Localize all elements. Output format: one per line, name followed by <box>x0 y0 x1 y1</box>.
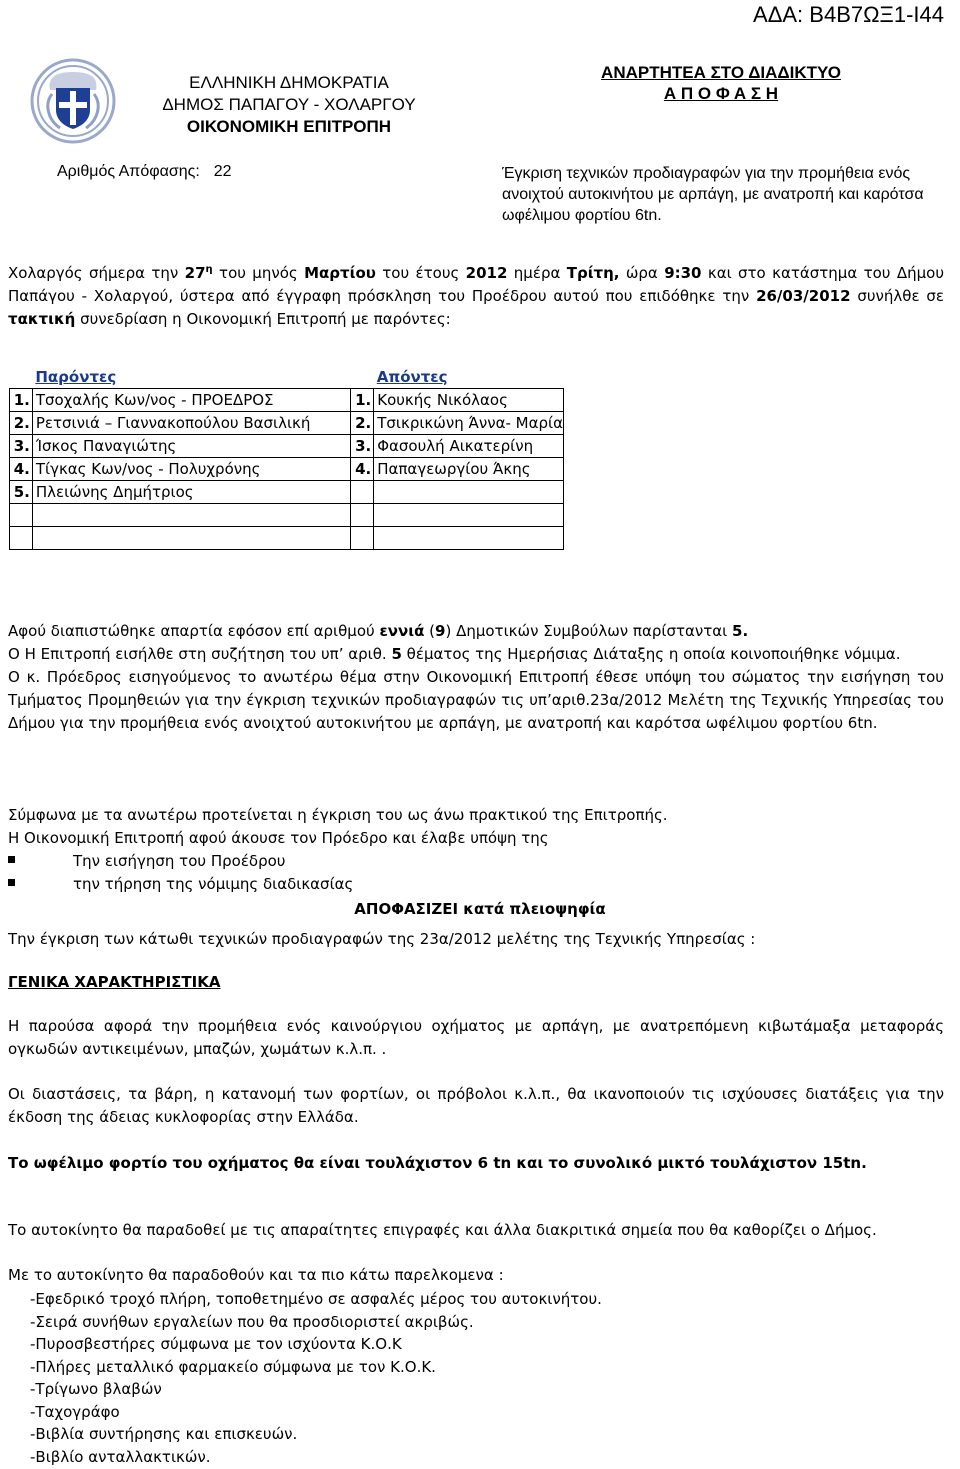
square-bullet-icon <box>8 856 15 863</box>
decision-title: Α Π Ο Φ Α Σ Η <box>663 84 779 103</box>
list-item: -Εφεδρικό τροχό πλήρη, τοποθετημένο σε ασφαλές μέρος του αυτοκινήτου. <box>30 1290 602 1308</box>
publish-notice: ΑΝΑΡΤΗΤΕΑ ΣΤΟ ΔΙΑΔΙΚΤΥΟ <box>601 63 841 82</box>
present-count: 5. <box>732 622 749 640</box>
absent-header: Απόντες <box>376 368 448 386</box>
president-paragraph: Ο κ. Πρόεδρος εισηγούμενος το ανωτέρω θέμα στην Οικονομική Επιτροπή έθεσε υπόψη του σώματος την εισήγηση του Τμήματος Προμηθειών για την έγκριση τεχνικών προδιαγραφών τις υπ’αριθ.23α/2012 Μελέτη της Τεχνικής Υπηρεσίας του Δήμου για την προμήθεια ενός ανοιχτού αυτοκινήτου με αρπάγη, με ανατροπή και καρότσα ωφέλιμου φορτίου 6tn. <box>8 668 944 732</box>
meeting-type: τακτική <box>8 310 76 328</box>
bullet-item <box>8 873 944 896</box>
paragraph-vehicle: Η παρούσα αφορά την προμήθεια ενός καινούργιου οχήματος με αρπάγη, με ανατρεπόμενη κιβωτάμαξα μεταφοράς ογκωδών αντικειμένων, μπαζών, χωμάτων κ.λ.π. . <box>8 1017 944 1058</box>
attendance-row <box>10 458 564 481</box>
list-item: -Σειρά συνήθων εργαλείων που θα προσδιοριστεί ακριβώς. <box>30 1312 474 1331</box>
empty-cell <box>351 527 374 550</box>
meeting-year: 2012 <box>465 264 508 282</box>
empty-cell <box>32 527 351 550</box>
intro-text: Χολαργός σήμερα την <box>8 264 185 282</box>
paragraph-payload: Το ωφέλιμο φορτίο του οχήματος θα είναι τουλάχιστον 6 tn και το συνολικό μικτό τουλάχιστον 15tn. <box>8 1154 867 1172</box>
paragraph-accessories: Με το αυτοκίνητο θα παραδοθούν και τα πιο κάτω παρελκομενα : <box>8 1266 504 1284</box>
bullet-text: Την εισήγηση του Προέδρου <box>73 852 286 870</box>
present-header: Παρόντες <box>35 368 117 386</box>
quorum-text: ( <box>424 622 436 640</box>
attendance-table <box>9 366 564 550</box>
list-item: -Βιβλία συντήρησης και επισκευών. <box>30 1425 298 1443</box>
absent-member: Παπαγεωργίου Άκης <box>374 458 564 481</box>
list-item: -Τρίγωνο βλαβών <box>30 1380 162 1398</box>
absent-number: 4. <box>351 458 374 481</box>
intro-text: ημέρα <box>507 264 567 282</box>
quorum-text: ) Δημοτικών Συμβούλων παρίστανται <box>445 622 733 640</box>
present-member: Τσοχαλής Κων/νος - ΠΡΟΕΔΡΟΣ <box>32 389 351 412</box>
agenda-item: 5 <box>391 645 402 663</box>
members-count: 9 <box>435 622 446 640</box>
list-item: -Βιβλίο ανταλλακτικών. <box>30 1447 211 1466</box>
attendance-row <box>10 527 564 550</box>
empty-cell <box>374 527 564 550</box>
paragraph-dimensions: Οι διαστάσεις, τα βάρη, η κατανομή των φορτίων, οι πρόβολοι κ.λ.π., θα ικανοποιούν τις ισχύουσες διατάξεις για την έκδοση της άδειας κυκλοφορίας στην Ελλάδα. <box>8 1085 944 1126</box>
list-item: -Πλήρες μεταλλικό φαρμακείο σύμφωνα με τον Κ.Ο.Κ. <box>30 1357 436 1376</box>
present-number: 2. <box>10 412 33 435</box>
intro-text: και στο κατάστημα του Δήμου Παπάγου - Χολαργού, ύστερα από έγγραφη πρόσκληση του Προέδρου αυτού που επιδόθηκε την <box>8 264 944 305</box>
decision-number <box>57 163 232 181</box>
square-bullet-icon <box>8 879 15 886</box>
republic-line: ΕΛΛΗΝΙΚΗ ΔΗΜΟΚΡΑΤΙΑ <box>189 73 389 92</box>
greek-republic-emblem <box>30 58 116 144</box>
decision-number-value: 22 <box>213 163 232 180</box>
decision-subject: Έγκριση τεχνικών προδιαγραφών για την προμήθεια ενός ανοιχτού αυτοκινήτου με αρπάγη, με ανατροπή και καρότσα ωφέλιμου φορτίου 6tn. <box>502 165 924 224</box>
absent-member: Τσικρικώνη Άννα- Μαρία <box>374 412 564 435</box>
approval-text: Την έγκριση των κάτωθι τεχνικών προδιαγραφών της 23α/2012 μελέτης της Τεχνικής Υπηρεσίας : <box>8 930 756 948</box>
present-member: Τίγκας Κων/νος - Πολυχρόνης <box>32 458 351 481</box>
authority-heading <box>150 72 428 138</box>
municipality-line: ΔΗΜΟΣ ΠΑΠΑΓΟΥ - ΧΟΛΑΡΓΟΥ <box>162 95 416 114</box>
intro-text: του μηνός <box>212 264 305 282</box>
empty-cell <box>374 481 564 504</box>
absent-member: Φασουλή Αικατερίνη <box>374 435 564 458</box>
meeting-month: Μαρτίου <box>304 264 376 282</box>
intro-text: του έτους <box>375 264 466 282</box>
empty-cell <box>10 527 33 550</box>
absent-member: Κουκής Νικόλαος <box>374 389 564 412</box>
attendance-row <box>10 504 564 527</box>
present-member: Ίσκος Παναγιώτης <box>32 435 351 458</box>
members-word: εννιά <box>379 622 425 640</box>
list-item: -Πυροσβεστήρες σύμφωνα με τον ισχύοντα Κ.Ο.Κ <box>30 1335 402 1353</box>
meeting-time: 9:30 <box>664 264 702 282</box>
paragraph-markings: Το αυτοκίνητο θα παραδοθεί με τις απαραίτητες επιγραφές και άλλα διακριτικά σημεία που θα καθορίζει ο Δήμος. <box>8 1221 877 1239</box>
empty-cell <box>351 481 374 504</box>
empty-cell <box>32 504 351 527</box>
attendance-row <box>10 435 564 458</box>
decision-number-label: Αριθμός Απόφασης: <box>57 163 200 180</box>
general-characteristics-heading <box>8 971 944 994</box>
quorum-paragraph <box>8 620 944 735</box>
proposal-text: Σύμφωνα με τα ανωτέρω προτείνεται η έγκριση του ως άνω πρακτικού της Επιτροπής. <box>8 806 668 824</box>
publication-heading <box>582 62 860 104</box>
empty-cell <box>374 504 564 527</box>
meeting-day: 27 <box>184 264 206 282</box>
invitation-date: 26/03/2012 <box>756 287 851 305</box>
present-number: 5. <box>10 481 33 504</box>
present-number: 3. <box>10 435 33 458</box>
present-number: 4. <box>10 458 33 481</box>
empty-cell <box>10 504 33 527</box>
committee-line: ΟΙΚΟΝΟΜΙΚΗ ΕΠΙΤΡΟΠΗ <box>186 117 392 136</box>
day-suffix: η <box>205 264 213 275</box>
quorum-text: θέματος της Ημερήσιας Διάταξης η οποία κοινοποιήθηκε νόμιμα. <box>401 645 901 663</box>
intro-text: συνήλθε σε <box>850 287 944 305</box>
quorum-text: Ο Η Επιτροπή εισήλθε στη συζήτηση του υπ’ αριθ. <box>8 645 392 663</box>
absent-number: 3. <box>351 435 374 458</box>
empty-cell <box>351 504 374 527</box>
meeting-weekday: Τρίτη, <box>566 264 620 282</box>
bullet-item <box>8 850 944 873</box>
attendance-row <box>10 481 564 504</box>
proposal-paragraph <box>8 804 944 896</box>
present-member: Ρετσινιά – Γιαννακοπούλου Βασιλική <box>32 412 351 435</box>
decision-statement: ΑΠΟΦΑΣΙΖΕΙ κατά πλειοψηφία <box>354 900 606 918</box>
section-heading: ΓΕΝΙΚΑ ΧΑΡΑΚΤΗΡΙΣΤΙΚΑ <box>8 973 221 991</box>
bullet-text: την τήρηση της νόμιμης διαδικασίας <box>73 875 354 893</box>
attendance-row <box>10 412 564 435</box>
absent-number: 1. <box>351 389 374 412</box>
accessories-list <box>30 1288 930 1468</box>
attendance-row <box>10 389 564 412</box>
intro-paragraph <box>8 258 944 331</box>
intro-text: συνεδρίαση η Οικονομική Επιτροπή με παρόντες: <box>75 310 451 328</box>
ada-code: ΑΔΑ: Β4Β7ΩΞ1-Ι44 <box>753 2 944 27</box>
present-number: 1. <box>10 389 33 412</box>
list-item: -Ταχογράφο <box>30 1402 120 1421</box>
present-member: Πλειώνης Δημήτριος <box>32 481 351 504</box>
quorum-text: Αφού διαπιστώθηκε απαρτία εφόσον επί αριθμού <box>8 622 380 640</box>
heard-text: Η Οικονομική Επιτροπή αφού άκουσε τον Πρόεδρο και έλαβε υπόψη της <box>8 829 549 847</box>
intro-text: ώρα <box>619 264 665 282</box>
absent-number: 2. <box>351 412 374 435</box>
